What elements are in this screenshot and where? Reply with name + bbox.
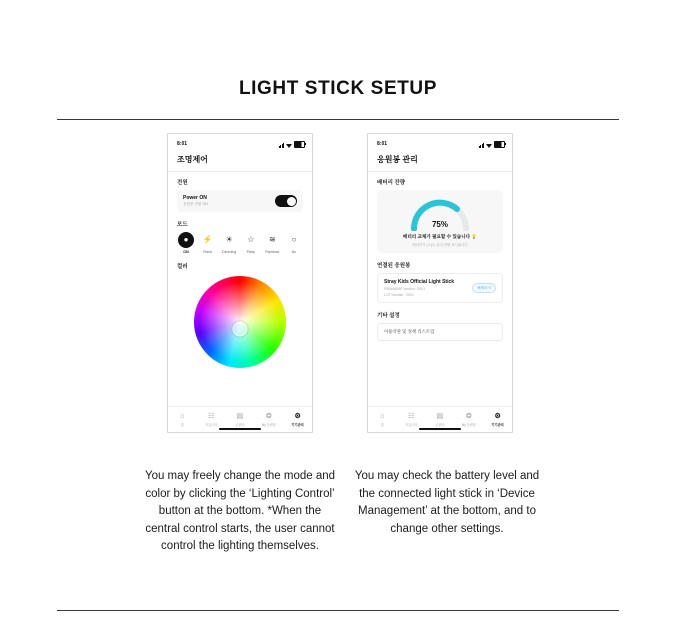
tab-bar [168, 406, 312, 432]
device-firmware: FIRMWARE Version : 0001 [384, 286, 425, 291]
color-wheel-picker[interactable] [194, 276, 286, 368]
mode-selector [168, 232, 312, 254]
tab-label: 홈 [380, 423, 384, 427]
none-icon: ○ [291, 235, 297, 244]
lightstick-icon: ❂ [265, 413, 272, 420]
tab-label: 기기관리 [491, 423, 504, 427]
device-name: Stray Kids Official Light Stick [384, 279, 455, 285]
battery-gauge [408, 197, 472, 231]
mode-option-none[interactable] [285, 232, 303, 254]
lightstick-icon: ❂ [465, 413, 472, 420]
lightbulb-icon: ● [178, 232, 194, 248]
signal-bars-icon [279, 143, 285, 148]
status-clock: 8:01 [377, 141, 388, 147]
caption-left: You may freely change the mode and color by clicking the ‘Lighting Control’ button at the bottom. *When the central control starts, the user cannot control the lighting themselves. [144, 470, 336, 552]
home-indicator [219, 428, 261, 430]
tab-home[interactable] [369, 412, 395, 427]
screen-divider [368, 171, 512, 172]
tab-label: 커뮤니티 [205, 423, 218, 427]
gear-icon: ⚙ [294, 413, 301, 420]
disconnect-button[interactable]: 해제하기 [472, 283, 496, 293]
tab-label: 홈 [180, 423, 184, 427]
caption-right: You may check the battery level and the connected light stick in ‘Device Management’ at the bottom, and to change other settings. [354, 470, 540, 535]
tab-contents[interactable] [227, 412, 253, 427]
home-icon: ⌂ [380, 413, 385, 420]
connected-device-card[interactable] [377, 273, 503, 303]
tab-community[interactable] [198, 412, 224, 427]
people-icon: ☷ [208, 413, 215, 420]
tab-device-management[interactable] [285, 412, 311, 427]
battery-submessage: 배터리가 (으)로 되어 잔량 표시됩니다 [412, 243, 468, 247]
divider-bottom [57, 610, 619, 611]
mode-label: Rainbow [265, 250, 280, 254]
power-toggle[interactable] [275, 195, 297, 207]
tab-label: My 응원봉 [261, 423, 276, 427]
star-icon: ☆ [247, 235, 255, 244]
mode-option-dimming[interactable] [220, 232, 238, 254]
mode-label: ON [183, 250, 189, 254]
tab-label: 기기관리 [291, 423, 304, 427]
section-label-battery: 배터리 잔량 [377, 180, 406, 186]
device-lot-number: LOT Number : 0001 [384, 292, 414, 297]
tab-device-management[interactable] [485, 412, 511, 427]
section-label-color: 컬러 [177, 264, 188, 270]
battery-icon [294, 141, 305, 148]
people-icon: ☷ [408, 413, 415, 420]
flash-icon: ⚡ [202, 235, 213, 244]
settings-list-item[interactable]: 이용약관 및 정책 리스트업 [377, 323, 503, 341]
mode-label: Flash [203, 250, 212, 254]
status-icons [479, 141, 506, 148]
gear-icon: ⚙ [494, 413, 501, 420]
tab-label: 콘텐츠 [235, 423, 245, 427]
screen-title: 응원봉 관리 [377, 155, 418, 164]
battery-icon [494, 141, 505, 148]
mode-label: No [291, 250, 297, 254]
mode-option-flash[interactable] [199, 232, 217, 254]
screen-divider [168, 171, 312, 172]
divider-top [57, 119, 619, 120]
status-icons [279, 141, 306, 148]
status-bar [168, 134, 312, 150]
section-label-power: 전원 [177, 180, 188, 186]
grid-icon: ▤ [236, 413, 244, 420]
phone-screenshot-lighting-control [167, 133, 313, 433]
power-subtitle: 응원봉 전원 ON [183, 202, 208, 206]
tab-bar [368, 406, 512, 432]
home-icon: ⌂ [180, 413, 185, 420]
battery-card [377, 190, 503, 253]
tab-label: 커뮤니티 [405, 423, 418, 427]
tab-label: My 응원봉 [461, 423, 476, 427]
status-clock: 8:01 [177, 141, 188, 147]
signal-bars-icon [479, 143, 485, 148]
section-label-etc: 기타 설정 [377, 313, 400, 320]
grid-icon: ▤ [436, 413, 444, 420]
tab-my-lightstick[interactable] [456, 412, 482, 427]
rainbow-icon: ≋ [269, 235, 276, 244]
mode-label: Party [246, 250, 255, 254]
wifi-icon [286, 143, 292, 148]
battery-percent: 75% [431, 220, 448, 229]
section-label-mode: 모드 [177, 222, 188, 228]
section-label-device: 연결된 응원봉 [377, 263, 411, 269]
home-indicator [419, 428, 461, 430]
power-title: Power ON [183, 195, 207, 201]
mode-label: Dimming [222, 250, 237, 254]
battery-message: 배터리 교체가 필요할 수 있습니다 💡 [402, 234, 478, 239]
power-card [177, 190, 303, 212]
tab-my-lightstick[interactable] [256, 412, 282, 427]
tab-label: 콘텐츠 [435, 423, 445, 427]
mode-option-rainbow[interactable] [263, 232, 281, 254]
page-title: LIGHT STICK SETUP [238, 78, 438, 99]
status-bar [368, 134, 512, 150]
screen-title: 조명제어 [177, 155, 208, 164]
color-wheel-knob[interactable] [233, 322, 248, 337]
tab-contents[interactable] [427, 412, 453, 427]
wifi-icon [486, 143, 492, 148]
color-picker-area [168, 274, 312, 368]
mode-option-on[interactable] [177, 232, 195, 254]
phone-screenshot-device-management [367, 133, 513, 433]
brightness-icon: ☀ [225, 235, 233, 244]
mode-option-party[interactable] [242, 232, 260, 254]
tab-home[interactable] [169, 412, 195, 427]
tab-community[interactable] [398, 412, 424, 427]
